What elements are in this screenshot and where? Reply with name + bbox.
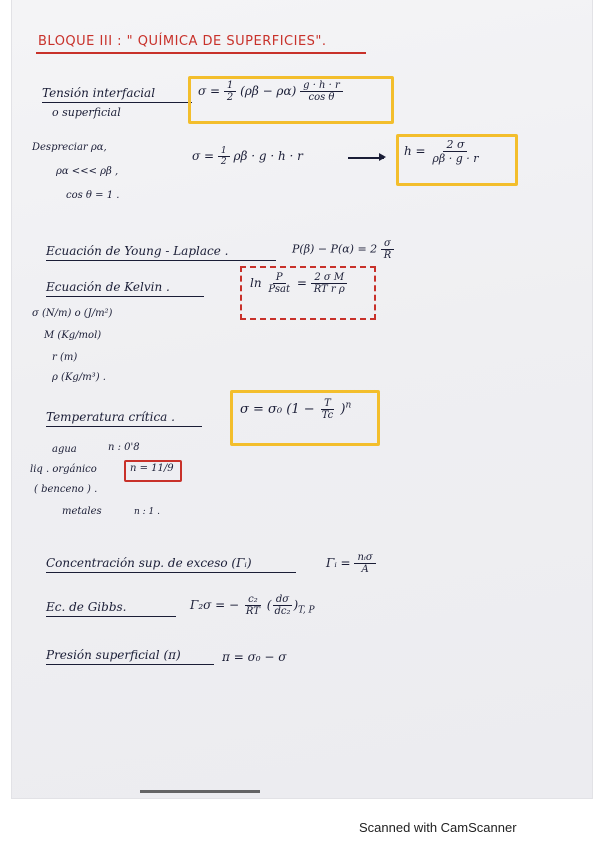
tension-heading: Tensión interfacial: [42, 86, 156, 100]
metals-exponent: n : 1 .: [134, 507, 160, 517]
height-num: 2 σ: [443, 138, 467, 152]
kelvin-p: P: [273, 272, 286, 284]
tension-num: g · h · r: [300, 80, 343, 92]
young-heading-underline: [46, 260, 276, 261]
half-num: 1: [224, 80, 236, 92]
water-label: agua: [52, 444, 77, 455]
simplified-lhs: σ =: [192, 149, 218, 163]
simplified-rhs: ρβ · g · h · r: [233, 149, 303, 163]
scan-artifact: [140, 790, 260, 793]
kelvin-heading-underline: [46, 296, 204, 297]
benzene-label: ( benceno ) .: [34, 484, 98, 495]
excess-formula: [326, 552, 376, 575]
kelvin-rhs-den: RT r ρ: [313, 284, 345, 295]
critical-heading-underline: [46, 426, 202, 427]
kelvin-pressure-ratio: [265, 272, 293, 295]
young-fraction: [381, 238, 395, 261]
critical-tc: Tc: [321, 410, 334, 421]
height-den: ρβ · g · r: [432, 152, 479, 165]
gibbs-formula: Γ₂σ = − $\frac{\text{c₂}}{RT}$ ( $\frac{d\sigma}{\text{dc₂}}$ )$_{T, P}$: [190, 594, 315, 617]
kelvin-equals: =: [296, 276, 307, 290]
unit-density: ρ (Kg/m³) .: [52, 372, 106, 383]
tension-formula-lhs: σ =: [198, 84, 224, 98]
critical-lhs: σ = σ₀ (1 −: [240, 402, 315, 417]
critical-t: T: [321, 398, 334, 410]
young-formula: [292, 238, 394, 261]
excess-heading: Concentración sup. de exceso (Γᵢ): [46, 556, 252, 570]
simplified-formula: [192, 146, 303, 167]
simplified-half-den: 2: [220, 157, 227, 167]
critical-close: ): [340, 402, 346, 417]
scanner-watermark: Scanned with CamScanner: [359, 820, 517, 835]
critical-heading: Temperatura crítica .: [46, 410, 175, 424]
pressure-heading-underline: [46, 664, 214, 665]
excess-num: nᵢσ: [354, 552, 375, 564]
gibbs-rt: RT: [245, 606, 260, 617]
note-density: ρα <<< ρβ ,: [56, 166, 119, 177]
excess-lhs: Γᵢ =: [326, 556, 355, 570]
kelvin-heading: Ecuación de Kelvin .: [46, 280, 170, 294]
height-lhs: h =: [404, 144, 430, 158]
right-arrow-icon: [348, 157, 384, 159]
gibbs-subscript: T, P: [298, 605, 315, 616]
scanned-page: [12, 0, 592, 798]
simplified-half: [218, 146, 230, 167]
unit-molar-mass: M (Kg/mol): [44, 330, 102, 341]
gibbs-lhs: Γ₂σ = −: [190, 598, 240, 612]
tension-formula: [198, 80, 343, 103]
young-den: R: [383, 250, 392, 261]
half-den: 2: [226, 92, 234, 103]
tension-fraction: [300, 80, 343, 103]
tension-den: cos θ: [308, 92, 335, 103]
pressure-formula: π = σ₀ − σ: [222, 650, 287, 664]
pressure-heading: Presión superficial (π): [46, 648, 181, 662]
note-neglect: Despreciar ρα,: [32, 142, 107, 153]
unit-radius: r (m): [52, 352, 78, 363]
gibbs-c2: c₂: [245, 594, 261, 606]
excess-den: A: [361, 564, 369, 575]
kelvin-rhs-num: 2 σ M: [311, 272, 347, 284]
gibbs-dsigma: dσ: [273, 594, 292, 606]
excess-heading-underline: [46, 572, 296, 573]
tension-heading-underline: [42, 102, 192, 103]
gibbs-heading-underline: [46, 616, 176, 617]
page-title: BLOQUE III : " QUÍMICA DE SUPERFICIES".: [38, 34, 327, 49]
kelvin-ln: ln: [250, 276, 262, 290]
kelvin-psat: Psat: [268, 284, 290, 295]
young-lhs: P(β) − P(α) = 2: [292, 242, 378, 256]
height-fraction: [429, 138, 481, 165]
kelvin-formula: [250, 272, 348, 295]
critical-ratio: [319, 398, 337, 421]
title-underline: [36, 52, 366, 54]
height-formula: [404, 138, 482, 165]
note-cos: cos θ = 1 .: [66, 190, 120, 201]
young-num: σ: [381, 238, 394, 250]
water-exponent: n : 0'8: [108, 442, 140, 453]
unit-sigma: σ (N/m) o (J/m²): [32, 308, 113, 319]
gibbs-derivative: [271, 594, 293, 617]
critical-exponent: n: [345, 400, 352, 411]
metals-label: metales: [62, 506, 102, 517]
organic-exponent: n = 11/9: [130, 463, 174, 474]
organic-label: liq . orgánico: [30, 464, 97, 475]
simplified-half-num: 1: [218, 146, 230, 157]
kelvin-rhs-fraction: [311, 272, 348, 295]
gibbs-dc2: dc₂: [274, 606, 291, 617]
gibbs-concentration-fraction: [243, 594, 263, 617]
excess-fraction: [354, 552, 375, 575]
critical-formula: [240, 398, 351, 421]
half-fraction: [224, 80, 236, 103]
young-heading: Ecuación de Young - Laplace .: [46, 244, 229, 258]
density-difference: (ρβ − ρα): [240, 84, 297, 98]
tension-subheading: o superficial: [52, 106, 121, 119]
gibbs-heading: Ec. de Gibbs.: [46, 600, 127, 614]
